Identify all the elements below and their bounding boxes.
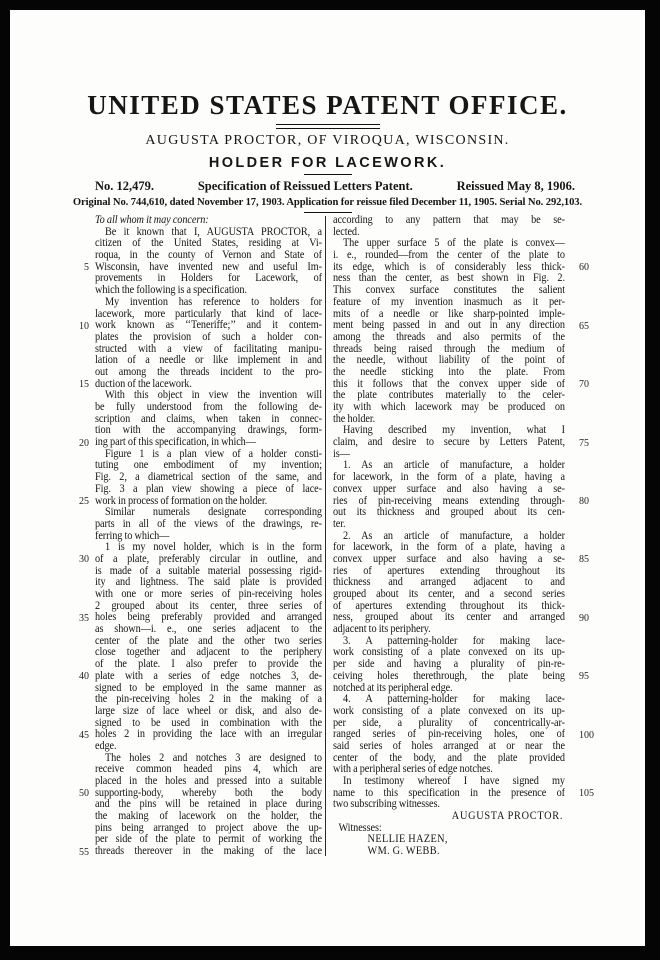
text-line: With this object in view the invention will: [104, 390, 322, 402]
text-line: ter.: [333, 518, 346, 530]
text-line: 35 holes being preferably provided and arranged: [95, 612, 322, 624]
text-line: edge.: [95, 740, 117, 752]
text-line: tion with the accompanying drawings, form-: [95, 425, 322, 437]
text-line: My invention has reference to holders for: [104, 296, 322, 308]
text-line: the needle sticking into the plate. From: [333, 366, 565, 378]
text-line: AUGUSTA PROCTOR.: [451, 811, 564, 823]
text-line: 25 work in process of formation on the holder.: [95, 496, 322, 508]
text-line: the needle, without liability of the point of: [333, 355, 565, 367]
text-line: Fig. 2, a diametrical section of the same, and: [95, 472, 322, 484]
text-line: 75 claim, and desire to secure by Letters Patent,: [333, 437, 565, 449]
text-line: per side of the plate to permit of working the: [95, 834, 322, 846]
text-line: center of the plate and the other two series: [95, 635, 322, 647]
invention-title-rule: [304, 174, 352, 175]
text-line: adjacent to its periphery.: [333, 624, 431, 636]
text-line: is made of a suitable material possessing rigid-: [95, 565, 322, 577]
text-line: out among the threads incident to the pro-: [95, 366, 322, 378]
text-line: the pin-receiving holes 2 in the making of a: [95, 694, 322, 706]
text-line: notched at its peripheral edge.: [333, 682, 453, 694]
text-line: ity with which lacework may be produced on: [333, 402, 565, 413]
text-line: 80 ries of pin-receiving means extending through-: [333, 496, 565, 508]
patent-page: [10, 10, 645, 946]
line-number: 5: [84, 262, 89, 274]
line-number: 100: [579, 729, 594, 741]
left-column: [79, 215, 322, 858]
text-line: roqua, in the county of Vernon and State of: [95, 250, 322, 262]
line-number: 40: [79, 671, 89, 683]
text-line: i. e., rounded—from the center of the plate to: [333, 250, 565, 262]
text-line: per side and having a plurality of pin-re-: [333, 659, 565, 671]
line-number: 35: [79, 612, 89, 624]
text-line: grouped about its center, and a second series: [333, 589, 565, 600]
text-line: Figure 1 is a plan view of a holder consti-: [104, 448, 322, 460]
column-divider: [325, 216, 326, 856]
text-line: lacework, more particularly that kind of lace-: [95, 308, 322, 320]
text-line: 45 holes 2 in providing the lace with an irregular: [95, 729, 322, 741]
text-line: receive common headed pins 4, which are: [95, 764, 322, 776]
text-line: 1 is my novel holder, which is in the form: [104, 542, 322, 554]
text-line: The upper surface 5 of the plate is convex—: [342, 238, 565, 250]
line-number: 60: [579, 262, 589, 274]
patentee-line: AUGUSTA PROCTOR, OF VIROQUA, WISCONSIN.: [145, 133, 510, 148]
text-line: 70 this it follows that the convex upper side of: [333, 379, 565, 391]
line-number: 30: [79, 554, 89, 566]
text-line: plates the provision of such a holder con-: [95, 331, 322, 343]
text-line: 60 its edge, which is of considerably less thick-: [333, 262, 565, 274]
text-line: citizen of the United States, residing at Vi-: [95, 238, 322, 250]
text-line: of the plate. I also prefer to provide the: [95, 659, 322, 671]
text-line: lected.: [333, 226, 360, 238]
text-line: thickness and arranged adjacent to and: [333, 577, 565, 589]
text-line: feature of my invention inasmuch as it per-: [333, 296, 565, 308]
text-line: the making of lacework on the holder, the: [95, 811, 322, 823]
text-line: 100 ranged series of pin-receiving holes, one of: [333, 729, 565, 741]
line-number: 95: [579, 671, 589, 683]
text-line: ness than the center, as best shown in Fig. 2.: [333, 273, 565, 285]
text-line: which the following is a specification.: [95, 285, 247, 297]
text-line: signed to be employed in the same manner as: [95, 682, 322, 694]
text-line: Witnesses:: [338, 822, 382, 834]
text-line: and the pins will be retained in place during: [95, 799, 322, 811]
text-line: the holder.: [333, 413, 376, 425]
text-line: is—: [333, 448, 350, 460]
patent-number: No. 12,479.: [95, 179, 155, 193]
text-line: 4. A patterning-holder for making lace-: [342, 694, 565, 706]
text-line: 2. As an article of manufacture, a holder: [342, 530, 565, 542]
text-line: structed with a view of facilitating manipu-: [95, 343, 322, 355]
reissue-date: Reissued May 8, 1906.: [456, 179, 575, 193]
text-line: 50 supporting-body, whereby both the body: [95, 788, 322, 800]
text-line: work consisting of a plate convexed on its up-: [333, 705, 565, 717]
text-line: according to any pattern that may be se-: [333, 215, 565, 226]
text-line: provements in Holders for Lacework, of: [95, 273, 322, 285]
line-number: 50: [79, 788, 89, 800]
text-line: ferring to which—: [95, 530, 170, 542]
text-line: as shown—i. e., one series adjacent to the: [95, 624, 322, 636]
text-line: 2 grouped about its center, three series of: [95, 600, 322, 612]
text-line: 55 threads thereover in the making of the lace: [95, 846, 322, 858]
text-line: 30 of a plate, preferably circular in outline, and: [95, 554, 322, 566]
line-number: 85: [579, 554, 589, 566]
text-line: the plate contributes materially to the celer-: [333, 390, 565, 402]
text-line: tuting one embodiment of my invention;: [95, 460, 322, 472]
line-number: 105: [579, 788, 594, 800]
text-line: pins being arranged to project above the up-: [95, 822, 322, 834]
text-line: 65 ment being passed in and out in any direction: [333, 320, 565, 332]
text-line: scription and claims, when taken in connec-: [95, 413, 322, 425]
text-line: of apertures extending throughout its thick-: [333, 600, 565, 612]
text-line: with a peripheral series of edge notches.: [333, 764, 493, 776]
text-line: Be it known that I, AUGUSTA PROCTOR, a: [104, 226, 322, 238]
text-line: 5 Wisconsin, have invented new and useful Im-: [95, 262, 322, 274]
text-line: mits of a needle or like sharp-pointed imple-: [333, 308, 565, 320]
spec-label: Specification of Reissued Letters Patent.: [197, 179, 413, 193]
text-line: 90 ness, grouped about its center and arranged: [333, 612, 565, 624]
text-line: for lacework, in the form of a plate, having a: [333, 542, 565, 554]
right-column: [333, 215, 594, 858]
text-line: parts in all of the views of the drawings, re-: [95, 518, 322, 530]
line-number: 25: [79, 496, 89, 507]
text-line: for lacework, in the form of a plate, having a: [333, 472, 565, 484]
text-line: placed in the holes and pressed into a suitable: [95, 776, 322, 787]
patent-info-line: [95, 179, 575, 194]
line-number: 45: [79, 729, 89, 741]
text-line: threads being raised through the medium of: [333, 343, 565, 355]
line-number: 55: [79, 846, 89, 858]
text-line: The holes 2 and notches 3 are designed to: [104, 752, 322, 764]
text-line: ity and lightness. The said plate is provided: [95, 577, 322, 589]
line-number: 20: [79, 437, 89, 449]
text-line: large size of lace wheel or disk, and also de-: [95, 705, 322, 717]
line-number: 80: [579, 496, 589, 507]
line-number: 15: [79, 379, 89, 391]
text-line: 20 ing part of this specification, in which—: [95, 437, 322, 449]
line-number: 90: [579, 612, 589, 624]
line-number: 75: [579, 437, 589, 449]
text-line: 3. A patterning-holder for making lace-: [342, 635, 565, 647]
text-line: In testimony whereof I have signed my: [342, 776, 565, 787]
text-line: said series of holes arranged at or near the: [333, 740, 565, 752]
text-line: NELLIE HAZEN,: [367, 834, 448, 846]
text-line: 10 work known as ‘‘Teneriffe;’’ and it contem-: [95, 320, 322, 332]
text-line: This convex surface constitutes the salient: [333, 285, 565, 297]
text-line: lation of a needle or like implement in and: [95, 355, 322, 367]
text-line: 85 convex upper surface and also having a se-: [333, 554, 565, 566]
text-line: 40 plate with a series of edge notches 3, de-: [95, 671, 322, 683]
text-line: Similar numerals designate corresponding: [104, 507, 322, 519]
text-line: ries of apertures extending throughout its: [333, 565, 565, 577]
text-line: with one or more series of pin-receiving holes: [95, 589, 322, 600]
text-line: 95 ceiving holes therethrough, the plate being: [333, 671, 565, 683]
text-line: per side, a plurality of concentrically-ar-: [333, 717, 565, 729]
text-line: two subscribing witnesses.: [333, 799, 440, 811]
text-line: among the threads and also permits of the: [333, 331, 565, 343]
office-title: UNITED STATES PATENT OFFICE.: [87, 90, 568, 120]
text-line: convex upper surface and also having a se-: [333, 483, 565, 495]
text-line: 15 duction of the lacework.: [95, 379, 322, 391]
text-line: Fig. 3 a plan view showing a piece of lace-: [95, 483, 322, 495]
line-number: 70: [579, 379, 589, 391]
original-info-line: Original No. 744,610, dated November 17, 1903. Application for reissue filed December 11, 1905. Serial No. 292,103.: [72, 197, 583, 208]
invention-title: HOLDER FOR LACEWORK.: [208, 155, 447, 171]
text-line: work consisting of a plate convexed on its up-: [333, 647, 565, 659]
text-line: Having described my invention, what I: [342, 425, 565, 437]
header-bottom-rule: [304, 212, 352, 213]
line-number: 65: [579, 320, 589, 332]
text-line: To all whom it may concern:: [95, 215, 209, 226]
text-line: 105 name to this specification in the presence of: [333, 788, 565, 800]
text-line: 1. As an article of manufacture, a holder: [342, 460, 565, 472]
line-number: 10: [79, 320, 89, 332]
text-line: out its thickness and grouped about its cen-: [333, 507, 565, 519]
title-rule: [276, 124, 380, 129]
text-line: be fully understood from the following de-: [95, 402, 322, 413]
text-line: signed to be used in combination with the: [95, 717, 322, 729]
text-line: close together and adjacent to the periphery: [95, 647, 322, 659]
text-line: center of the body, and the plate provided: [333, 752, 565, 764]
text-line: WM. G. WEBB.: [367, 846, 440, 858]
